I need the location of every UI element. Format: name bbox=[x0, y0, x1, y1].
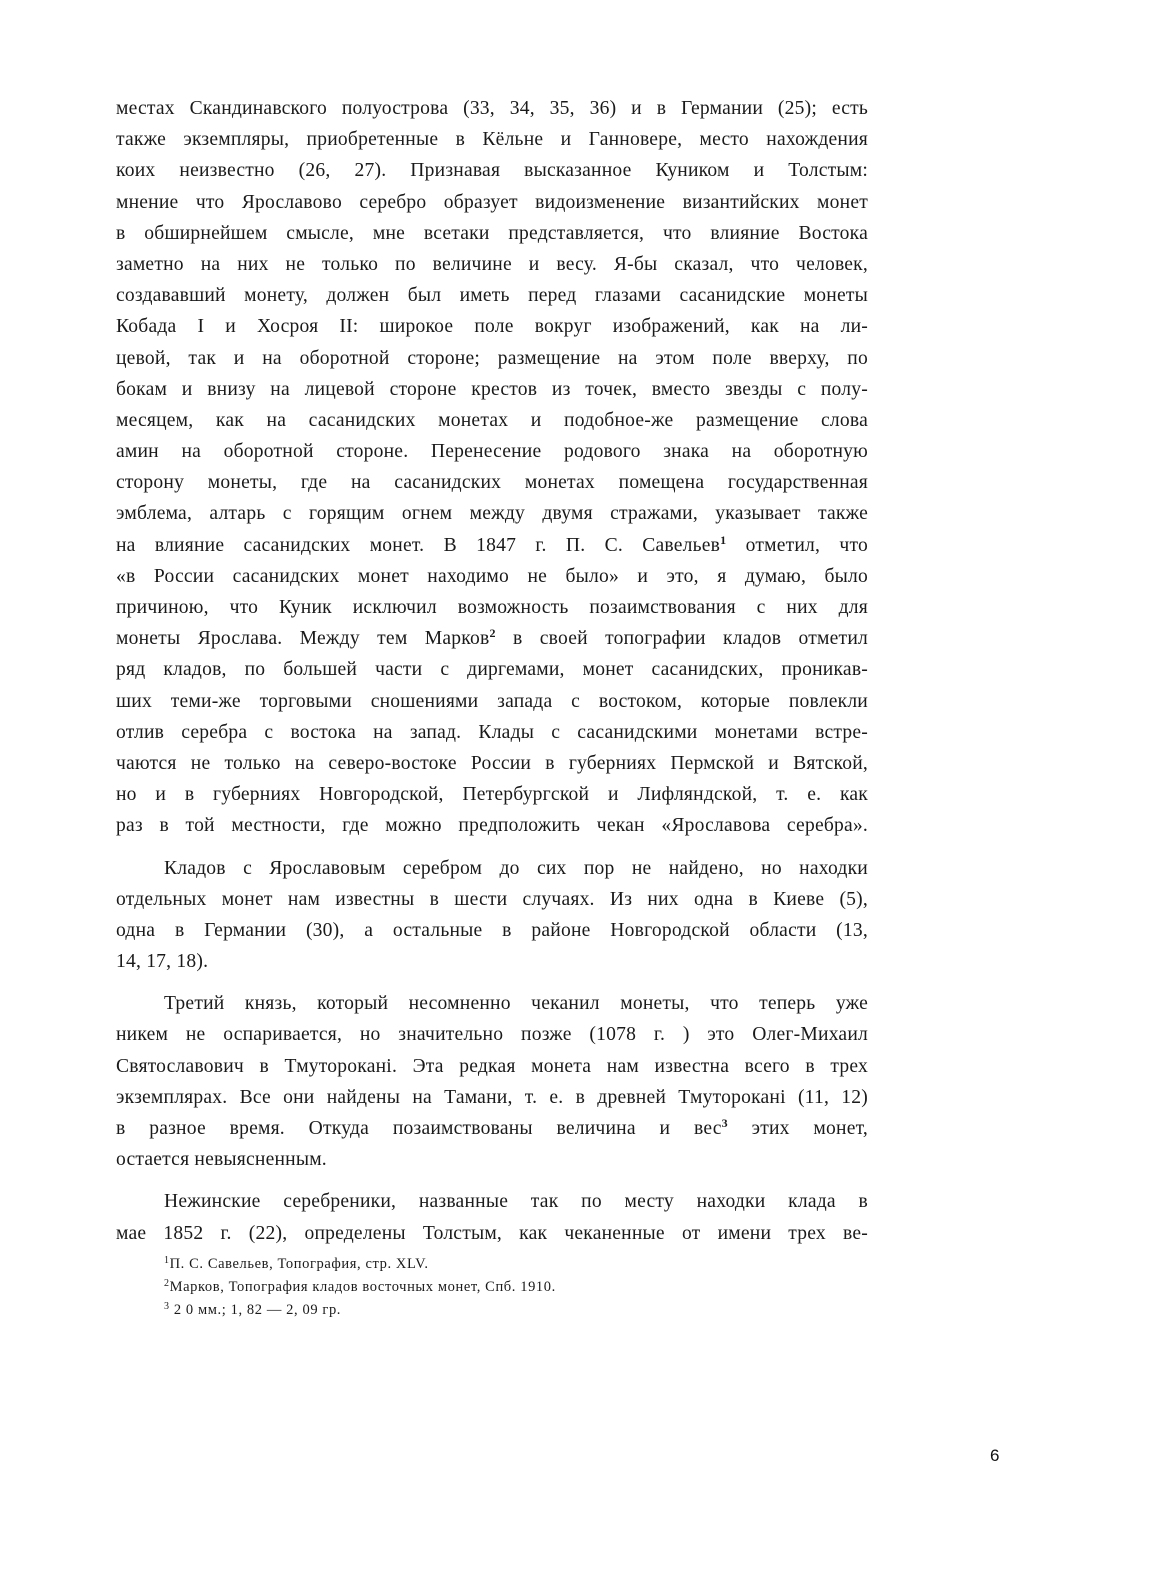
text-line: в обширнейшем смысле, мне всетаки представляется, что влияние Востока bbox=[116, 222, 868, 244]
footnotes bbox=[164, 1253, 764, 1322]
paragraph-gap bbox=[116, 977, 868, 988]
text-line: Кобада I и Хосроя II: широкое поле вокруг изображений, как на ли- bbox=[116, 316, 868, 338]
paragraph-3 bbox=[116, 988, 868, 1175]
paragraph-2 bbox=[116, 853, 868, 978]
text-line: ших теми-же торговыми сношениями запада с востоком, которые повлекли bbox=[116, 690, 868, 712]
text-line: амин на оборотной стороне. Перенесение родового знака на оборотную bbox=[116, 441, 868, 463]
text-line: «в России сасанидских монет находимо не было» и это, я думаю, было bbox=[116, 565, 868, 587]
text-line: местах Скандинавского полуострова (33, 34, 35, 36) и в Германии (25); есть bbox=[116, 98, 868, 119]
text-line: бокам и внизу на лицевой стороне крестов из точек, вместо звезды с полу- bbox=[116, 378, 868, 400]
paragraph-4 bbox=[116, 1186, 868, 1248]
text-line: Кладов с Ярославовым серебром до сих пор не найдено, но находки bbox=[164, 857, 868, 879]
paragraph-gap bbox=[116, 842, 868, 853]
footnote-3: $^3$ 2 0 мм.; 1, 82 — 2, 09 гр. bbox=[164, 1301, 342, 1318]
text-line: экземплярах. Все они найдены на Тамани, т. е. в древней Тмутороканi (11, 12) bbox=[116, 1086, 868, 1108]
text-line: 14, 17, 18). bbox=[116, 951, 209, 973]
text-line: отлив серебра с востока на запад. Клады с сасанидскими монетами встре- bbox=[116, 721, 868, 743]
text-line: эмблема, алтарь с горящим огнем между двумя стражами, указывает также bbox=[116, 503, 868, 525]
page-number: 6 bbox=[990, 1446, 1000, 1465]
text-line: монеты Ярослава. Между тем Марков$^2$ в своей топографии кладов отметил bbox=[116, 626, 868, 650]
footnote-ref-1: 1 bbox=[720, 532, 727, 547]
main-text bbox=[116, 93, 868, 1249]
footnote-1: $^1$П. С. Савельев, Топография, стр. XLV. bbox=[164, 1255, 429, 1272]
text-line: сторону монеты, где на сасанидских монетах помещена государственная bbox=[116, 472, 868, 494]
text-line: раз в той местности, где можно предположить чекан «Ярославова серебра». bbox=[116, 815, 868, 837]
text-line: создававший монету, должен был иметь перед глазами сасанидские монеты bbox=[116, 285, 868, 307]
text-line: чаются не только на северо-востоке России в губерниях Пермской и Вятской, bbox=[116, 752, 868, 774]
paragraph-gap bbox=[116, 1175, 868, 1186]
text-line: заметно на них не только по величине и весу. Я-бы сказал, что человек, bbox=[116, 253, 868, 275]
text-line: также экземпляры, приобретенные в Кёльне и Ганновере, место нахождения bbox=[116, 129, 868, 151]
text-line: мнение что Ярославово серебро образует видоизменение византийских монет bbox=[116, 191, 868, 213]
text-line: на влияние сасанидских монет. В 1847 г. П. С. Савельев$^1$ отметил, что bbox=[116, 532, 868, 556]
text-line: мае 1852 г. (22), определены Толстым, как чеканенные от имени трех ве- bbox=[116, 1222, 868, 1244]
text-line: отдельных монет нам известны в шести случаях. Из них одна в Киеве (5), bbox=[116, 888, 868, 910]
text-line: цевой, так и на оборотной стороне; размещение на этом поле вверху, по bbox=[116, 347, 868, 369]
footnote-ref-3: 3 bbox=[721, 1116, 728, 1130]
text-line: но и в губерниях Новгородской, Петербургской и Лифляндской, т. е. как bbox=[116, 784, 868, 806]
text-line: Третий князь, который несомненно чеканил монеты, что теперь уже bbox=[164, 993, 868, 1015]
text-line: никем не оспаривается, но значительно позже (1078 г. ) это Олег-Михаил bbox=[116, 1024, 868, 1046]
text-line: ряд кладов, по большей части с диргемами, монет сасанидских, проникав- bbox=[116, 659, 868, 681]
footnote-ref-2: 2 bbox=[489, 626, 496, 641]
text-line: остается невыясненным. bbox=[116, 1149, 327, 1171]
text-line: Нежинские серебреники, названные так по месту находки клада в bbox=[164, 1191, 868, 1213]
text-line: коих неизвестно (26, 27). Признавая высказанное Куником и Толстым: bbox=[116, 160, 868, 182]
text-line: одна в Германии (30), а остальные в районе Новгородской области (13, bbox=[116, 919, 868, 941]
paragraph-1 bbox=[116, 93, 868, 842]
text-line: месяцем, как на сасанидских монетах и подобное-же размещение слова bbox=[116, 409, 868, 431]
text-line: причиною, что Куник исключил возможность позаимствования с них для bbox=[116, 597, 868, 618]
text-line: в разное время. Откуда позаимствованы величина и вес$^3$ этих монет, bbox=[116, 1116, 868, 1139]
footnote-2: $^2$Марков, Топография кладов восточных монет, Спб. 1910. bbox=[164, 1278, 556, 1295]
text-line: Святославович в Тмутороканi. Эта редкая монета нам известна всего в трех bbox=[116, 1055, 868, 1077]
